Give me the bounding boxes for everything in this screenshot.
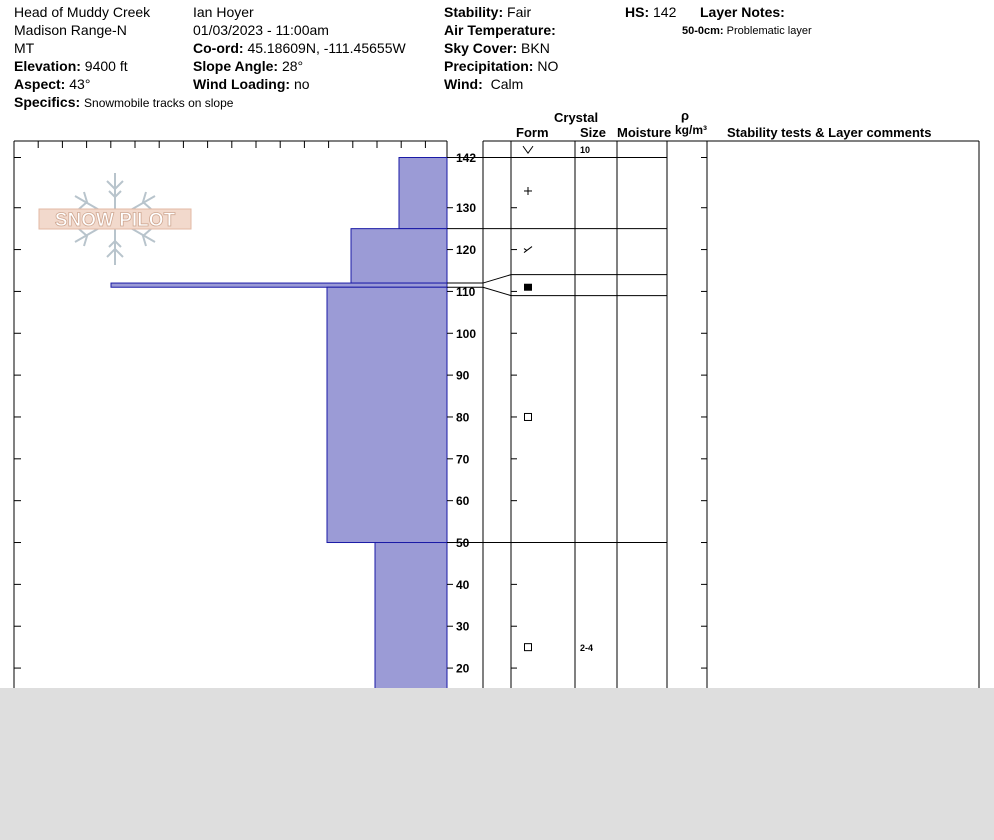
crystal-size: 2-4 [580, 643, 594, 654]
crystal-header: Crystal [554, 110, 599, 125]
hs-value: 142 [653, 4, 677, 20]
sky-label: Sky Cover: [444, 40, 518, 56]
height-label: 20 [456, 661, 470, 676]
height-scale [447, 151, 476, 676]
crystal-form-icons [523, 146, 533, 651]
hs-label: HS: [625, 4, 650, 20]
wind-value: Calm [490, 76, 524, 92]
height-label: 90 [456, 368, 470, 383]
height-label: 60 [456, 494, 470, 509]
layer-boundary [447, 287, 667, 295]
stability-label: Stability: [444, 4, 504, 20]
decomposing-fragments-icon [524, 247, 532, 253]
layer-boundary-lines [447, 158, 667, 543]
coord-label: Co-ord: [193, 40, 244, 56]
height-label: 142 [456, 151, 477, 165]
layer-table [483, 141, 979, 688]
height-label: 130 [456, 201, 477, 216]
slope-value: 28° [281, 58, 304, 74]
hardness-bars [111, 158, 447, 689]
hardness-bar [327, 287, 447, 542]
state: MT [14, 40, 35, 56]
layer-note-text: Problematic layer [726, 25, 812, 37]
density-header: kg/m³ [675, 123, 708, 137]
aspect-label: Aspect: [14, 76, 66, 92]
observation-datetime: 01/03/2023 - 11:00am [193, 22, 329, 38]
height-label: 80 [456, 410, 470, 425]
height-label: 70 [456, 452, 470, 467]
size-header: Size [580, 125, 607, 140]
rho-header: ρ [681, 108, 690, 123]
stability-value: Fair [507, 4, 532, 20]
hardness-bar [351, 229, 447, 283]
height-label: 50 [456, 536, 470, 551]
specifics-value: Snowmobile tracks on slope [84, 96, 234, 110]
crystal-sizes [580, 145, 593, 653]
faceted-crystal-icon [525, 413, 532, 420]
table-height-ticks [511, 158, 707, 669]
wind-label: Wind: [444, 76, 483, 92]
height-label: 100 [456, 326, 477, 341]
layer-boundary [447, 275, 667, 283]
height-label: 120 [456, 243, 477, 258]
precip-value: NO [537, 58, 559, 74]
height-label: 40 [456, 577, 470, 592]
logo-text: SNOW PILOT [54, 210, 176, 231]
location-name: Head of Muddy Creek [14, 4, 151, 20]
layer-note-depth: 50-0cm: [682, 25, 724, 37]
specifics-label: Specifics: [14, 94, 81, 110]
melt-freeze-crust-icon [525, 284, 532, 290]
hardness-left-ticks [14, 158, 21, 669]
layer-notes-label: Layer Notes: [700, 4, 785, 20]
stability-tests-header: Stability tests & Layer comments [727, 125, 932, 140]
elevation-label: Elevation: [14, 58, 81, 74]
moisture-header: Moisture [617, 125, 672, 140]
observer-name: Ian Hoyer [193, 4, 254, 20]
faceted-crystal-icon [525, 644, 532, 651]
hardness-bar [111, 283, 447, 287]
mountain-range: Madison Range-N [14, 22, 127, 38]
precip-label: Precipitation: [444, 58, 534, 74]
hardness-top-ticks [14, 141, 425, 148]
crystal-size: 10 [580, 145, 591, 156]
aspect-value: 43° [69, 76, 91, 92]
hardness-bar [399, 158, 447, 229]
form-header: Form [516, 125, 549, 140]
height-label: 30 [456, 619, 470, 634]
precipitation-particle-icon [523, 146, 533, 153]
sky-value: BKN [521, 40, 550, 56]
snowpilot-logo [39, 173, 191, 265]
wind-loading-value: no [293, 76, 310, 92]
height-label: 110 [456, 284, 476, 299]
hardness-bar [375, 543, 447, 688]
wind-loading-label: Wind Loading: [193, 76, 291, 92]
air-temp-label: Air Temperature: [444, 22, 556, 38]
slope-label: Slope Angle: [193, 58, 279, 74]
plus-icon [524, 187, 532, 195]
elevation-value: 9400 ft [84, 58, 128, 74]
coord-value: 45.18609N, -111.45655W [247, 40, 406, 56]
